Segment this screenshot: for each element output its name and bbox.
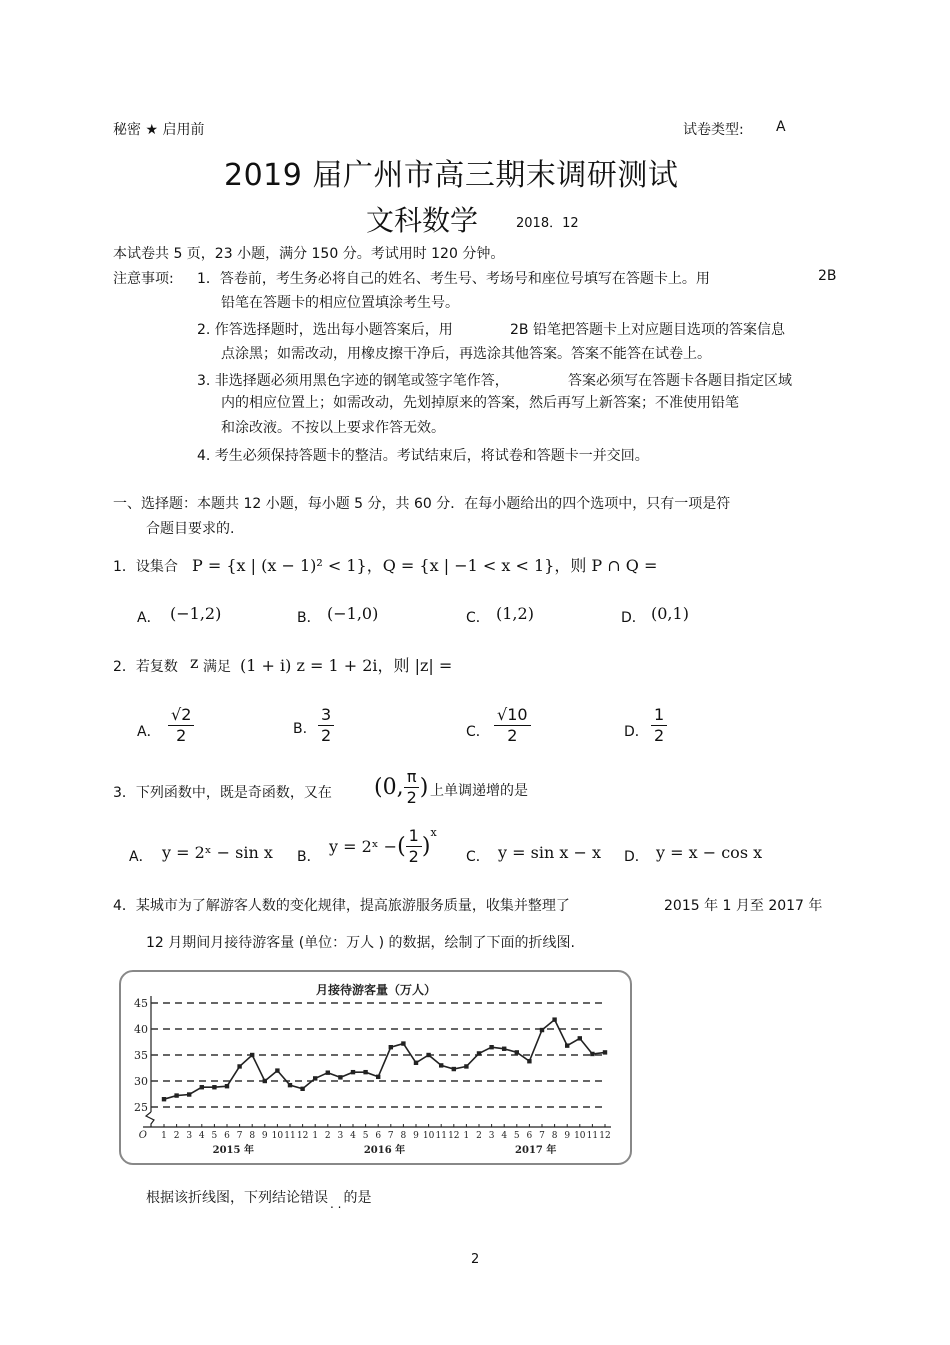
q3-interval-denominator: 2 [406, 788, 417, 807]
q2-option-a [168, 705, 194, 746]
q3-interval-left: (0, [374, 775, 404, 800]
data-point-11 [300, 1087, 304, 1091]
q2-var: z [190, 653, 199, 672]
axis-break [146, 1112, 154, 1127]
q4-line2: 12 月期间月接待游客量 (单位：万人 ) 的数据，绘制了下面的折线图. [146, 935, 575, 951]
data-point-3 [200, 1085, 204, 1089]
y-tick-label-45: 45 [134, 997, 148, 1010]
x-tick-label-35: 12 [599, 1131, 611, 1141]
data-point-8 [263, 1079, 267, 1083]
data-point-4 [212, 1085, 216, 1089]
q2-b-denominator: 2 [321, 726, 332, 745]
q2-a-denominator: 2 [176, 726, 187, 745]
data-point-15 [351, 1070, 355, 1074]
q3-interval-right: ) [419, 775, 429, 800]
data-point-25 [477, 1051, 481, 1055]
y-tick-label-30: 30 [134, 1075, 148, 1088]
x-tick-label-23: 12 [448, 1131, 460, 1141]
x-tick-label-7: 8 [249, 1131, 256, 1141]
x-tick-label-27: 4 [501, 1131, 508, 1141]
exam-subtitle: 文科数学 [366, 204, 479, 237]
data-point-32 [565, 1043, 569, 1047]
note-1a: 1．答卷前，考生务必将自己的姓名、考生号、考场号和座位号填写在答题卡上。用 [197, 271, 710, 287]
q1-option-b-label: B． [297, 610, 321, 626]
q3-option-b: y = 2ˣ −( $\frac{1}{2}$ )$^x$ [329, 826, 437, 866]
x-tick-label-11: 12 [296, 1131, 309, 1141]
data-point-28 [515, 1050, 519, 1054]
data-point-22 [439, 1063, 443, 1067]
x-tick-label-14: 3 [337, 1131, 344, 1141]
q1-expression: P = {x | (x − 1)² < 1}，Q = {x | −1 < x < 1}，则 P ∩ Q = [192, 556, 658, 575]
q1-option-b: (−1,0) [327, 604, 379, 623]
data-point-34 [590, 1052, 594, 1056]
data-point-1 [174, 1093, 178, 1097]
year-label-2: 2017 年 [515, 1145, 557, 1156]
x-tick-label-21: 10 [422, 1131, 435, 1141]
data-point-21 [426, 1053, 430, 1057]
x-tick-label-6: 7 [236, 1131, 243, 1141]
x-tick-label-20: 9 [413, 1131, 419, 1141]
data-point-6 [237, 1064, 241, 1068]
x-tick-label-33: 10 [574, 1131, 586, 1141]
data-point-14 [338, 1075, 342, 1079]
data-point-33 [578, 1036, 582, 1040]
section-heading: 一、选择题：本题共 12 小题，每小题 5 分，共 60 分．在每小题给出的四个选项中，只有一项是符 [113, 496, 731, 512]
q2-expression: (1 + i) z = 1 + 2i，则 |z| = [240, 656, 453, 675]
q3-b-prefix: y = 2ˣ − [329, 837, 398, 856]
data-point-2 [187, 1092, 191, 1096]
q2-option-b-label: B. [293, 721, 308, 737]
note-2b: 2B 铅笔把答题卡上对应题目选项的答案信息 [510, 322, 785, 338]
q2-c-denominator: 2 [507, 726, 518, 745]
note-3b: 答案必须写在答题卡各题目指定区域 [568, 373, 792, 389]
q1-option-d: (0,1) [651, 604, 689, 623]
x-tick-label-25: 2 [476, 1131, 482, 1141]
note-4: 4. 考生必须保持答题卡的整洁。考试结束后，将试卷和答题卡一并交回。 [197, 448, 649, 464]
q4-line1-dates: 2015 年 1 月至 2017 年 [664, 898, 823, 914]
data-point-17 [376, 1075, 380, 1079]
q3-b-numerator: 1 [406, 826, 422, 847]
q2-d-numerator: 1 [651, 705, 667, 726]
x-tick-label-29: 6 [526, 1131, 533, 1141]
data-point-19 [401, 1041, 405, 1045]
y-tick-label-35: 35 [134, 1049, 148, 1062]
data-point-13 [326, 1070, 330, 1074]
x-tick-label-16: 5 [362, 1131, 369, 1141]
q2-satisfies: 满足 [203, 659, 231, 675]
tourist-line-chart [119, 970, 632, 1165]
q3-tail: 上单调递增的是 [430, 783, 528, 799]
paper-type-label: 试卷类型: [683, 122, 744, 138]
data-point-27 [502, 1047, 506, 1051]
data-point-31 [552, 1017, 556, 1021]
note-2a: 2. 作答选择题时，选出每小题答案后，用 [197, 322, 453, 338]
x-tick-label-34: 11 [586, 1131, 599, 1141]
q3-option-d-label: D． [624, 849, 649, 865]
data-point-10 [288, 1083, 292, 1087]
q2-d-denominator: 2 [654, 726, 665, 745]
exam-title: 2019 届广州市高三期末调研测试 [224, 158, 679, 193]
x-tick-label-9: 10 [271, 1131, 284, 1141]
x-tick-label-31: 8 [551, 1131, 558, 1141]
notes-label: 注意事项: [113, 271, 174, 287]
data-point-0 [162, 1097, 166, 1101]
note-3c: 内的相应位置上；如需改动，先划掉原来的答案，然后再写上新答案；不准使用铅笔 [221, 395, 739, 411]
note-2c: 点涂黑；如需改动，用橡皮擦干净后，再选涂其他答案。答案不能答在试卷上。 [221, 346, 711, 362]
q3-interval [374, 767, 428, 808]
q4-after-tail: 的是 [343, 1190, 372, 1206]
q4-after-chart [146, 1187, 371, 1211]
data-point-18 [389, 1045, 393, 1049]
data-point-23 [452, 1067, 456, 1071]
chart-title: 月接待游客量（万人） [315, 983, 437, 997]
q3-prefix: 3．下列函数中，既是奇函数，又在 [113, 785, 332, 801]
x-tick-label-13: 2 [324, 1131, 331, 1141]
x-tick-label-32: 9 [564, 1131, 571, 1141]
q2-prefix: 2．若复数 [113, 659, 178, 675]
x-tick-label-5: 6 [224, 1131, 230, 1141]
exam-date: 2018．12 [516, 216, 579, 231]
exam-intro: 本试卷共 5 页，23 小题，满分 150 分。考试用时 120 分钟。 [113, 246, 505, 262]
q4-emphasis-dots: . . [330, 1197, 342, 1211]
data-point-16 [363, 1070, 367, 1074]
x-tick-label-10: 11 [284, 1131, 296, 1141]
q2-option-b [318, 705, 334, 746]
q1-option-d-label: D． [621, 610, 646, 626]
q2-c-numerator: √10 [494, 705, 531, 726]
paper-type-value: A [776, 119, 786, 135]
x-tick-label-30: 7 [539, 1131, 545, 1141]
q3-option-b-label: B． [297, 849, 321, 865]
note-3d: 和涂改液。不按以上要求作答无效。 [221, 420, 445, 436]
q2-option-d [651, 705, 667, 746]
origin-label: O [138, 1130, 147, 1141]
line-chart-svg [121, 972, 630, 1163]
q3-b-denominator: 2 [408, 847, 419, 866]
q2-a-numerator: √2 [168, 705, 194, 726]
note-1b: 2B [818, 268, 837, 284]
x-tick-label-22: 11 [435, 1131, 447, 1141]
data-point-20 [414, 1061, 418, 1065]
q2-b-numerator: 3 [318, 705, 334, 726]
q4-after-text: 根据该折线图，下列结论错误 [146, 1190, 328, 1206]
x-tick-label-0: 1 [161, 1131, 167, 1141]
data-point-7 [250, 1053, 254, 1057]
x-tick-label-8: 9 [261, 1131, 268, 1141]
data-point-12 [313, 1076, 317, 1080]
q2-option-a-label: A． [137, 724, 161, 740]
data-point-30 [540, 1028, 544, 1032]
x-tick-label-18: 7 [387, 1131, 394, 1141]
q3-option-c: y = sin x − x [498, 843, 601, 862]
x-tick-label-2: 3 [186, 1131, 193, 1141]
q1-option-c-label: C． [466, 610, 490, 626]
q4-line1: 4．某城市为了解游客人数的变化规律，提高旅游服务质量，收集并整理了 [113, 898, 570, 914]
note-3a: 3. 非选择题必须用黑色字迹的钢笔或签字笔作答， [197, 373, 509, 389]
x-tick-label-24: 1 [463, 1131, 470, 1141]
series-line [164, 1020, 605, 1100]
q3-b-exponent: x [430, 826, 437, 839]
q1-option-a-label: A． [137, 610, 161, 626]
q1-prefix: 1．设集合 [113, 559, 178, 575]
x-tick-label-1: 2 [173, 1131, 180, 1141]
data-point-24 [464, 1064, 468, 1068]
data-point-5 [225, 1084, 229, 1088]
x-tick-label-26: 3 [488, 1131, 495, 1141]
confidential-label: 秘密 ★ 启用前 [113, 122, 205, 138]
x-tick-label-4: 5 [211, 1131, 218, 1141]
x-tick-label-28: 5 [513, 1131, 520, 1141]
data-point-9 [275, 1068, 279, 1072]
x-tick-label-17: 6 [375, 1131, 382, 1141]
q2-option-c-label: C． [466, 724, 490, 740]
note-1c: 铅笔在答题卡的相应位置填涂考生号。 [221, 295, 459, 311]
x-tick-label-3: 4 [198, 1131, 205, 1141]
q2-option-d-label: D． [624, 724, 649, 740]
year-label-1: 2016 年 [363, 1145, 406, 1156]
x-tick-label-12: 1 [312, 1131, 319, 1141]
q3-interval-numerator: π [404, 767, 420, 788]
year-label-0: 2015 年 [212, 1145, 254, 1156]
q1-option-a: (−1,2) [170, 604, 222, 623]
q3-option-a: y = 2ˣ − sin x [162, 843, 273, 862]
q2-option-c [494, 705, 531, 746]
data-point-26 [489, 1045, 493, 1049]
y-tick-label-40: 40 [134, 1023, 148, 1036]
page-number: 2 [471, 1252, 480, 1267]
x-tick-label-15: 4 [350, 1131, 356, 1141]
q3-option-d: y = x − cos x [656, 843, 763, 862]
section-heading-cont: 合题目要求的. [146, 521, 235, 537]
data-point-29 [527, 1059, 531, 1063]
q1-option-c: (1,2) [496, 604, 534, 623]
y-tick-label-25: 25 [134, 1101, 148, 1114]
q3-option-c-label: C． [466, 849, 490, 865]
x-tick-label-19: 8 [400, 1131, 407, 1141]
q3-option-a-label: A． [129, 849, 153, 865]
data-point-35 [603, 1050, 607, 1054]
